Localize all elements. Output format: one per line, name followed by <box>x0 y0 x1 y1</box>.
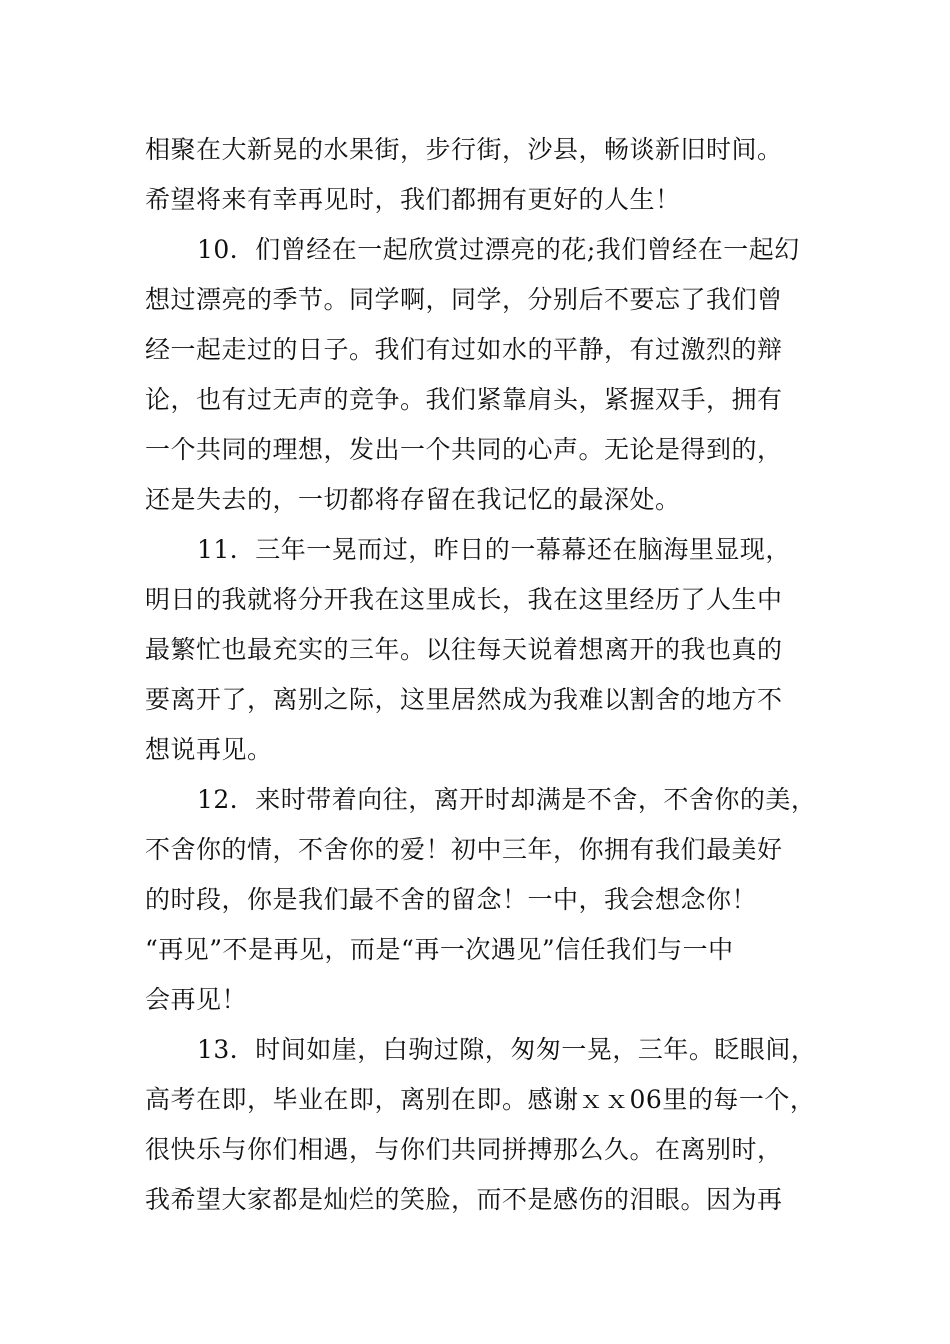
text-line: 的时段，你是我们最不舍的留念！一中，我会想念你！ <box>145 885 758 914</box>
text-line: 一个共同的理想，发出一个共同的心声。无论是得到的， <box>145 435 783 464</box>
paragraph-11-start: 11．三年一晃而过，昨日的一幕幕还在脑海里显现， <box>197 535 791 564</box>
text-line: “再见”不是再见，而是“再一次遇见”信任我们与一中 <box>145 935 734 964</box>
text-line: 明日的我就将分开我在这里成长，我在这里经历了人生中 <box>145 585 783 614</box>
text-line: 不舍你的情，不舍你的爱！初中三年，你拥有我们最美好 <box>145 835 783 864</box>
text-line: 要离开了，离别之际，这里居然成为我难以割舍的地方不 <box>145 685 783 714</box>
paragraph-12-start: 12．来时带着向往，离开时却满是不舍，不舍你的美， <box>197 785 817 814</box>
text-line: 还是失去的，一切都将存留在我记忆的最深处。 <box>145 485 681 514</box>
text-line: 想过漂亮的季节。同学啊，同学，分别后不要忘了我们曾 <box>145 285 783 314</box>
text-line: 想说再见。 <box>145 735 273 764</box>
text-line: 高考在即，毕业在即，离别在即。感谢ｘｘ06里的每一个， <box>145 1085 816 1114</box>
text-line: 很快乐与你们相遇，与你们共同拼搏那么久。在离别时， <box>145 1135 783 1164</box>
text-line: 最繁忙也最充实的三年。以往每天说着想离开的我也真的 <box>145 635 783 664</box>
text-line: 相聚在大新晃的水果街，步行街，沙县，畅谈新旧时间。 <box>145 135 783 164</box>
text-line: 论，也有过无声的竞争。我们紧靠肩头，紧握双手，拥有 <box>145 385 783 414</box>
text-line: 我希望大家都是灿烂的笑脸，而不是感伤的泪眼。因为再 <box>145 1185 783 1214</box>
text-line: 会再见！ <box>145 985 248 1014</box>
text-line: 希望将来有幸再见时，我们都拥有更好的人生！ <box>145 185 681 214</box>
paragraph-10-start: 10．们曾经在一起欣赏过漂亮的花;我们曾经在一起幻 <box>197 235 800 264</box>
text-line: 经一起走过的日子。我们有过如水的平静，有过激烈的辩 <box>145 335 783 364</box>
paragraph-13-start: 13．时间如崖，白驹过隙，匆匆一晃，三年。眨眼间， <box>197 1035 817 1064</box>
